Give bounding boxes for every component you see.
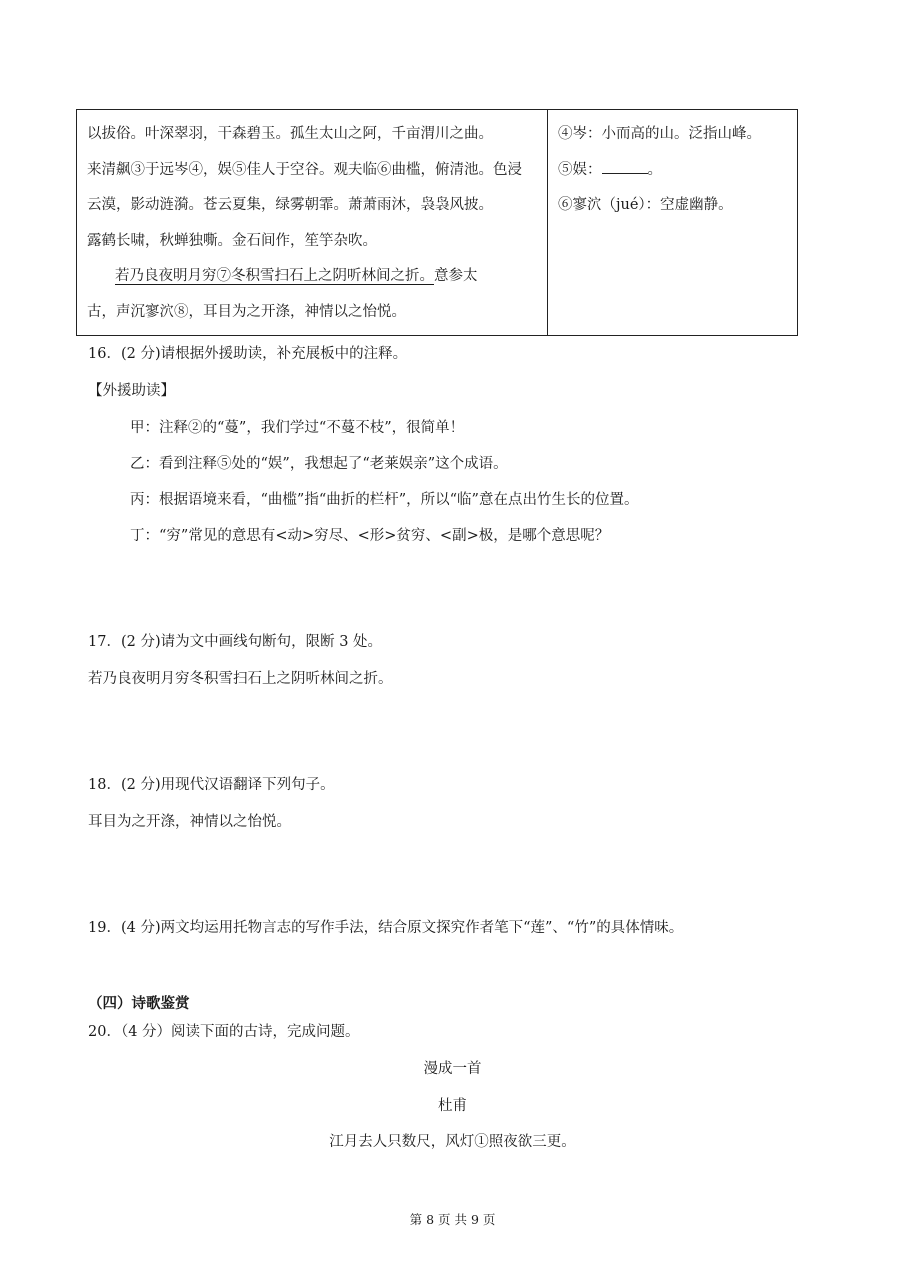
note-5-label: ⑤娱： — [558, 161, 602, 178]
question-17-sentence: 若乃良夜明月穷冬积雪扫石上之阴听林间之折。 — [88, 671, 393, 687]
underlined-sentence: 若乃良夜明月穷⑦冬积雪扫石上之阴听林间之折。 — [115, 268, 434, 284]
question-20: 20．（4 分）阅读下面的古诗，完成问题。 — [88, 1024, 360, 1040]
passage-line: 云漠，影动涟漪。苍云夏集，绿雾朝霏。萧萧雨沐，袅袅风披。 — [87, 197, 493, 213]
passage-line: 古，声沉寥泬⑧，耳目为之开涤，神情以之怡悦。 — [87, 303, 406, 320]
note-6: ⑥寥泬（jué）：空虚幽静。 — [558, 197, 733, 213]
note-5-period: 。 — [647, 161, 662, 178]
note-4: ④岑：小而高的山。泛指山峰。 — [558, 126, 761, 142]
passage-line: 来清飙③于远岑④，娱⑤佳人于空谷。观夫临⑥曲槛，俯清池。色浸 — [87, 161, 522, 178]
board-divider — [547, 110, 548, 335]
passage-line-tail: 意参太 — [434, 268, 478, 284]
poem-author: 杜甫 — [438, 1098, 467, 1114]
section-heading: （四）诗歌鉴赏 — [88, 995, 190, 1012]
question-18-sentence: 耳目为之开涤，神情以之怡悦。 — [88, 814, 291, 830]
notes-column — [558, 122, 790, 229]
dialogue-line: 乙：看到注释⑤处的“娱”，我想起了“老莱娱亲”这个成语。 — [130, 456, 508, 472]
question-17: 17．(2 分)请为文中画线句断句，限断 3 处。 — [88, 634, 383, 650]
page-footer: 第 8 页 共 9 页 — [409, 1212, 496, 1227]
dialogue-line: 甲：注释②的“蔓”，我们学过“不蔓不枝”，很简单！ — [130, 420, 465, 436]
question-19: 19．(4 分)两文均运用托物言志的写作手法，结合原文探究作者笔下“莲”、“竹”的具体情味。 — [88, 920, 684, 936]
passage-text — [87, 122, 537, 335]
poem-title: 漫成一首 — [423, 1061, 482, 1077]
question-16: 16．(2 分)请根据外援助读，补充展板中的注释。 — [88, 346, 408, 362]
passage-line: 露鹤长啸，秋蝉独嘶。金石间作，笙竽杂吹。 — [87, 232, 377, 249]
dialogue-line: 丙：根据语境来看，“曲槛”指“曲折的栏杆”，所以“临”意在点出竹生长的位置。 — [130, 492, 639, 508]
note-5-blank[interactable] — [602, 158, 648, 174]
reading-aid-heading: 【外援助读】 — [88, 383, 175, 399]
note-5 — [558, 158, 790, 194]
passage-line: 以拔俗。叶深翠羽，干森碧玉。孤生太山之阿，千亩渭川之曲。 — [87, 126, 493, 142]
poem-line: 江月去人只数尺，风灯①照夜欲三更。 — [329, 1134, 576, 1150]
dialogue-line: 丁：“穷”常见的意思有<动>穷尽、<形>贫穷、<副>极，是哪个意思呢？ — [130, 528, 610, 544]
passage-line-underlined — [87, 264, 537, 300]
question-18: 18．(2 分)用现代汉语翻译下列句子。 — [88, 777, 335, 793]
annotation-board — [76, 109, 798, 336]
